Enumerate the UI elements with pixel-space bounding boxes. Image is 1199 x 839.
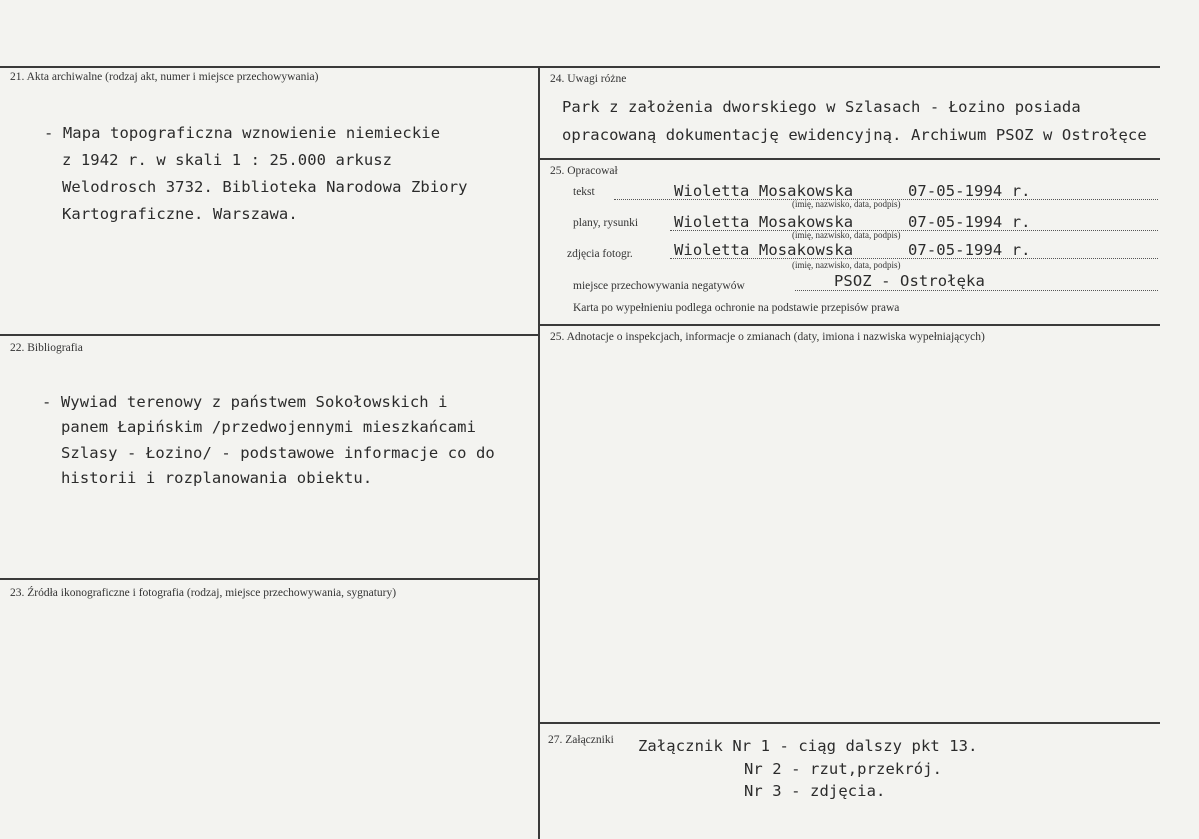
section-25-label: 25. Opracował [550,165,618,177]
section-21-line-1: - Mapa topograficzna wznowienie niemieckie [44,124,441,142]
plans-row-name: Wioletta Mosakowska [674,213,854,231]
divider-25-26 [538,324,1160,326]
section-24-line-1: Park z założenia dworskiego w Szlasach - Łozino posiada [562,98,1081,116]
attachment-line-1: Załącznik Nr 1 - ciąg dalszy pkt 13. [638,737,978,755]
negatives-value: PSOZ - Ostrołęka [834,272,985,290]
plans-row-label: plany, rysunki [573,217,639,229]
top-rule [0,66,1160,68]
text-row-date: 07-05-1994 r. [908,182,1031,200]
divider-26-27 [538,722,1160,724]
section-22-label: 22. Bibliografia [10,342,83,354]
section-26-label: 25. Adnotacje o inspekcjach, informacje o zmianach (daty, imiona i nazwiska wypełniających) [550,331,985,343]
section-22-line-2: panem Łapińskim /przedwojennymi mieszkańcami [61,418,476,436]
section-24-label: 24. Uwagi różne [550,73,627,85]
photos-row-name: Wioletta Mosakowska [674,241,854,259]
plans-row-hint: (imię, nazwisko, data, podpis) [792,230,901,240]
photos-row-label: zdjęcia fotogr. [567,248,633,260]
attachment-line-2: Nr 2 - rzut,przekrój. [744,760,943,778]
section-22-line-3: Szlasy - Łozino/ - podstawowe informacje co do [61,444,495,462]
plans-row-date: 07-05-1994 r. [908,213,1031,231]
text-row-name: Wioletta Mosakowska [674,182,854,200]
attachment-line-3: Nr 3 - zdjęcia. [744,782,886,800]
protection-note: Karta po wypełnieniu podlega ochronie na podstawie przepisów prawa [573,302,900,314]
text-row-hint: (imię, nazwisko, data, podpis) [792,199,901,209]
photos-row-hint: (imię, nazwisko, data, podpis) [792,260,901,270]
text-row-label: tekst [573,186,595,198]
negatives-label: miejsce przechowywania negatywów [573,280,745,292]
section-27-label: 27. Załączniki [548,734,614,746]
section-23-label: 23. Źródła ikonograficzne i fotografia (rodzaj, miejsce przechowywania, sygnatury) [10,587,397,599]
section-22-line-1: - Wywiad terenowy z państwem Sokołowskich i [42,393,448,411]
photos-row-date: 07-05-1994 r. [908,241,1031,259]
divider-24-25 [538,158,1160,160]
section-24-line-2: opracowaną dokumentację ewidencyjną. Archiwum PSOZ w Ostrołęce [562,126,1147,144]
section-21-line-3: Welodrosch 3732. Biblioteka Narodowa Zbiory [62,178,468,196]
negatives-line [795,290,1158,291]
divider-21-22 [0,334,538,336]
section-21-line-2: z 1942 r. w skali 1 : 25.000 arkusz [62,151,393,169]
divider-22-23 [0,578,538,580]
section-21-line-4: Kartograficzne. Warszawa. [62,205,298,223]
section-21-label: 21. Akta archiwalne (rodzaj akt, numer i miejsce przechowywania) [10,71,319,83]
section-22-line-4: historii i rozplanowania obiektu. [61,469,373,487]
